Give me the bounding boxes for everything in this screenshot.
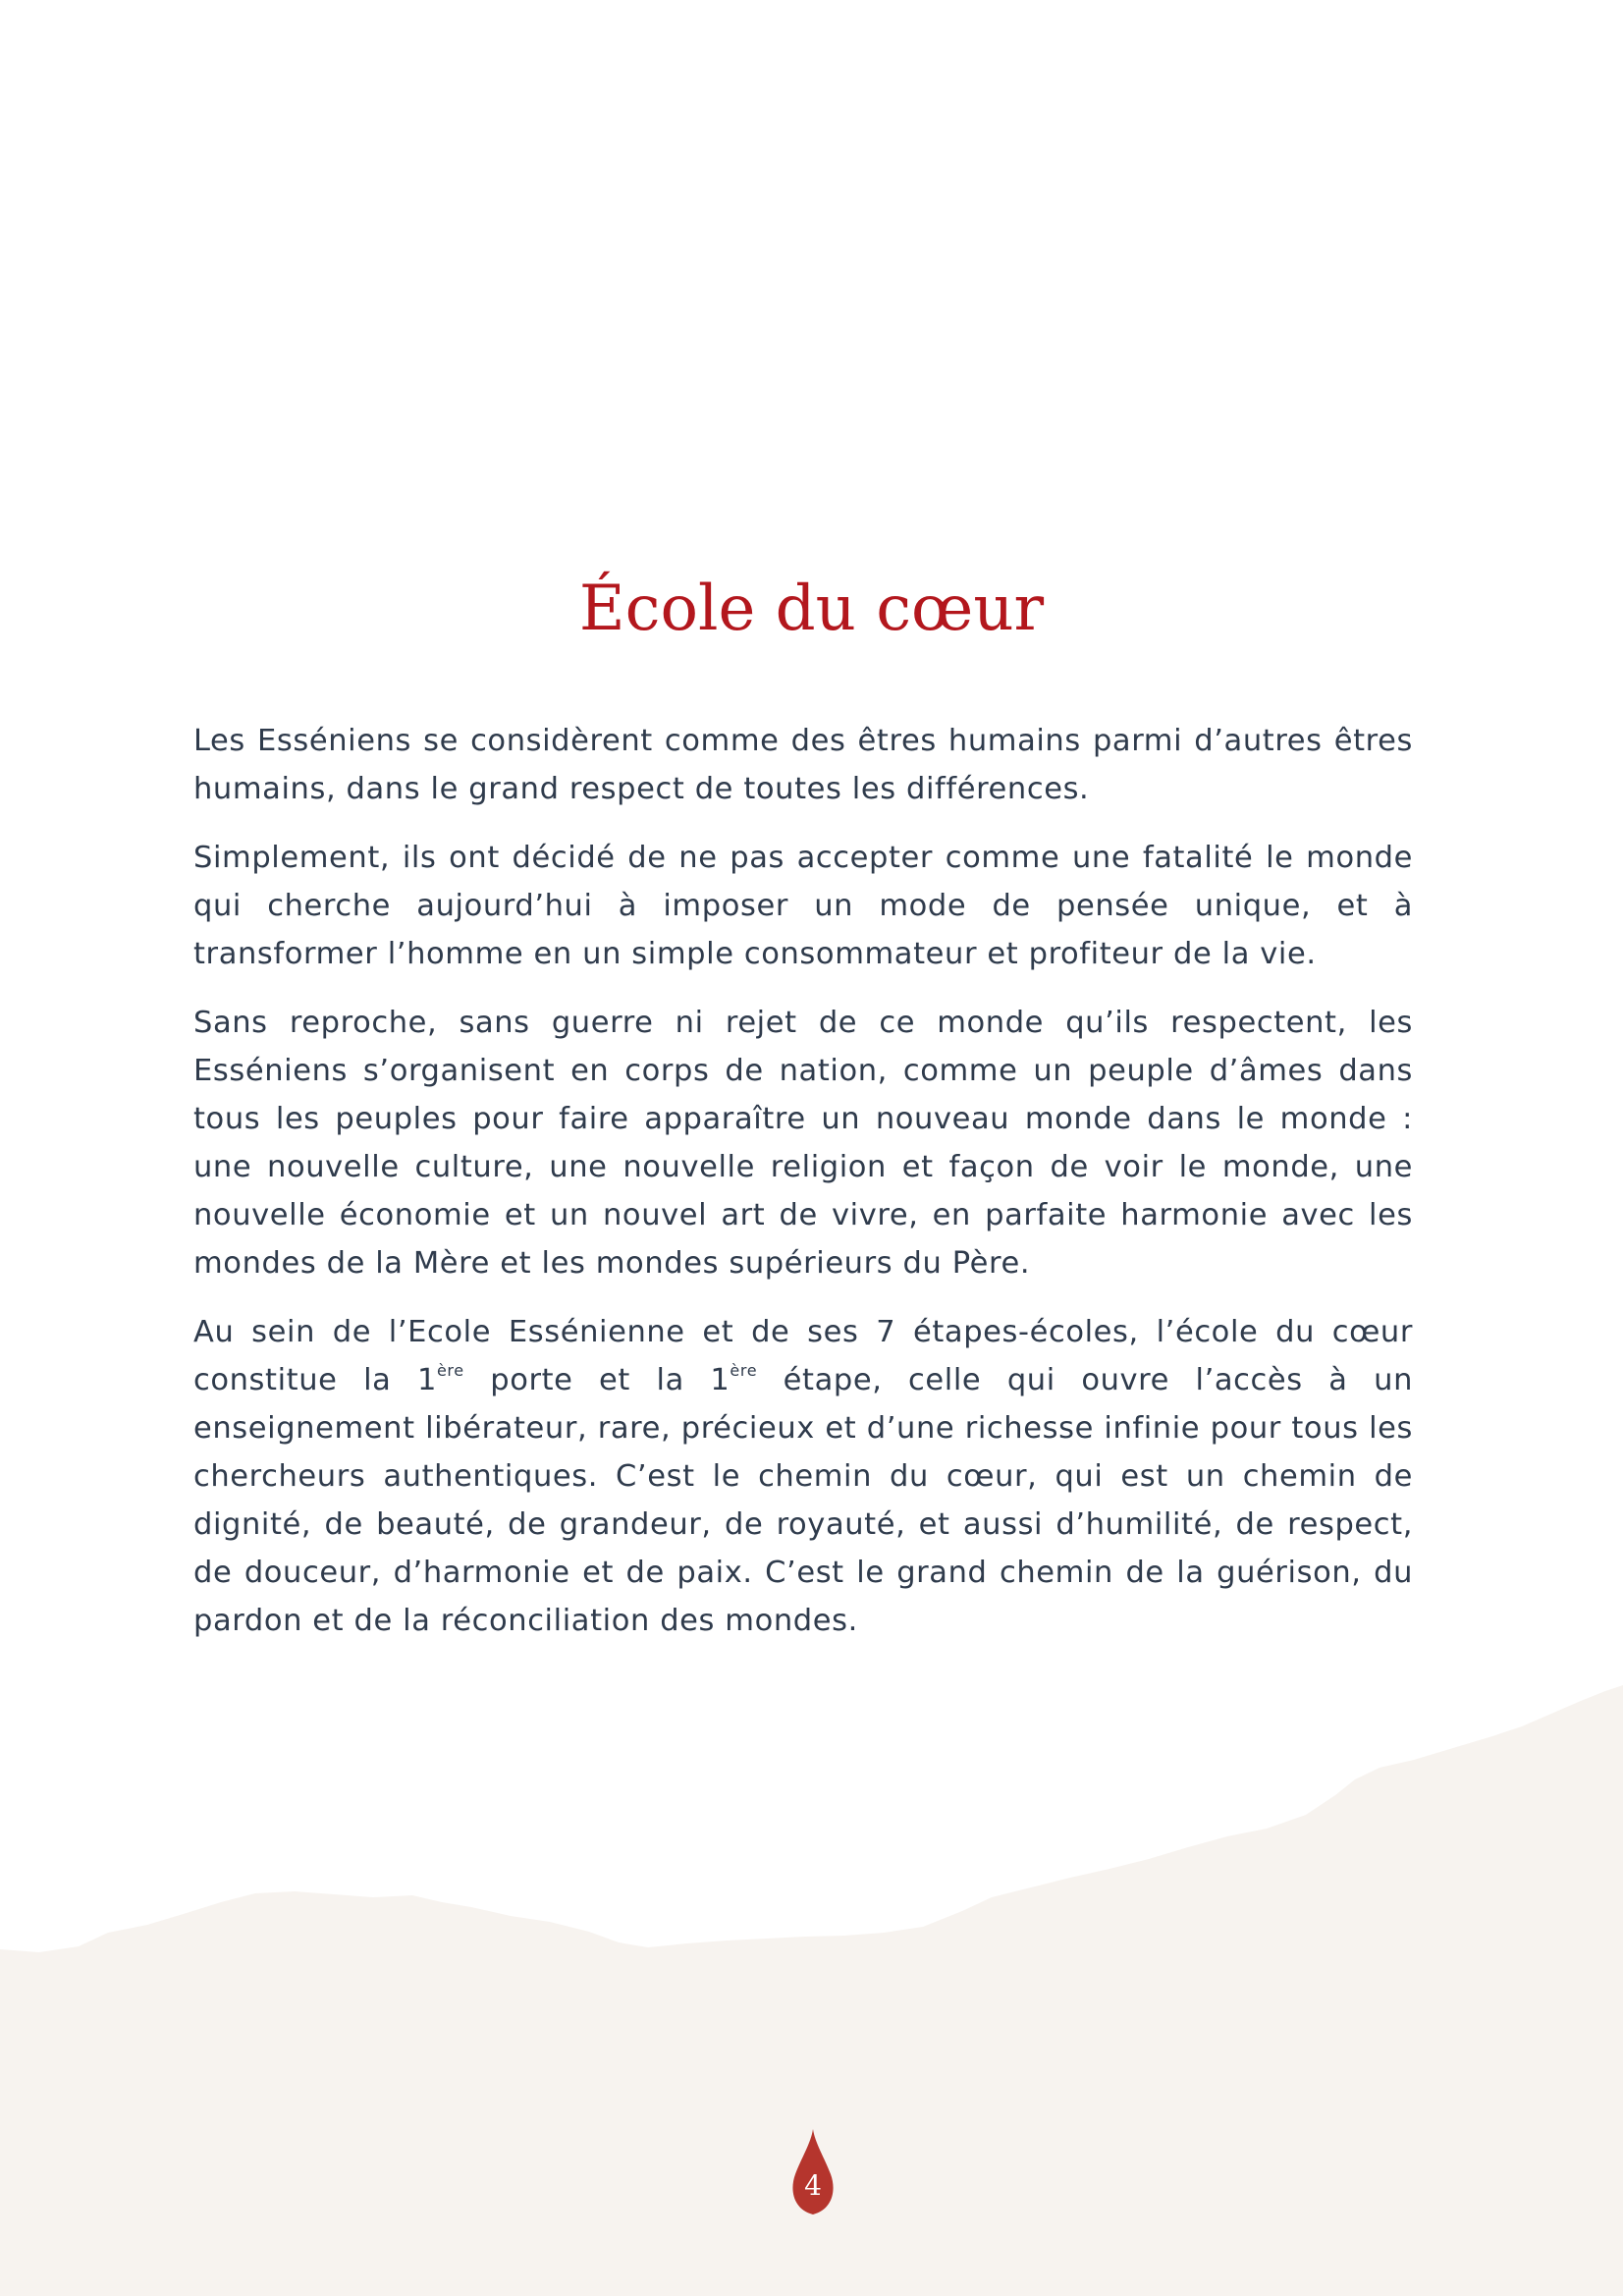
paragraph-4: [193, 1308, 1413, 1645]
ordinal-superscript-2: ère: [730, 1361, 758, 1380]
paragraph-4-part-2: porte et la 1: [463, 1363, 730, 1397]
page-number: 4: [804, 2169, 822, 2202]
paragraph-1: Les Esséniens se considèrent comme des êtres humains parmi d’autres êtres humains, dans le grand respect de toutes les différences.: [193, 724, 1413, 806]
ordinal-superscript-1: ère: [436, 1361, 464, 1380]
paragraph-3: Sans reproche, sans guerre ni rejet de ce monde qu’ils respectent, les Esséniens s’organisent en corps de nation, comme un peuple d’âmes dans tous les peuples pour faire apparaître un nouveau monde dans le monde : une nouvelle culture, une nouvelle religion et façon de voir le monde, une nouvelle économie et un nouvel art de vivre, en parfaite harmonie avec les mondes de la Mère et les mondes supérieurs du Père.: [193, 1006, 1413, 1281]
paragraph-4-part-3: étape, celle qui ouvre l’accès à un enseignement libérateur, rare, précieux et d’une richesse infinie pour tous les chercheurs authentiques. C’est le chemin du cœur, qui est un chemin de dignité, de beauté, de grandeur, de royauté, et aussi d’humilité, de respect, de douceur, d’harmonie et de paix. C’est le grand chemin de la guérison, du pardon et de la réconciliation des mondes.: [193, 1363, 1413, 1638]
paragraph-2: Simplement, ils ont décidé de ne pas accepter comme une fatalité le monde qui cherche aujourd’hui à imposer un mode de pensée unique, et à transformer l’homme en un simple consommateur et profiteur de la vie.: [193, 841, 1413, 971]
page-title: École du cœur: [578, 573, 1045, 645]
body-text: [193, 717, 1413, 1666]
paragraph-4-part-1: Au sein de l’Ecole Essénienne et de ses 7 étapes-écoles, l’école du cœur constitue la 1: [193, 1315, 1413, 1397]
